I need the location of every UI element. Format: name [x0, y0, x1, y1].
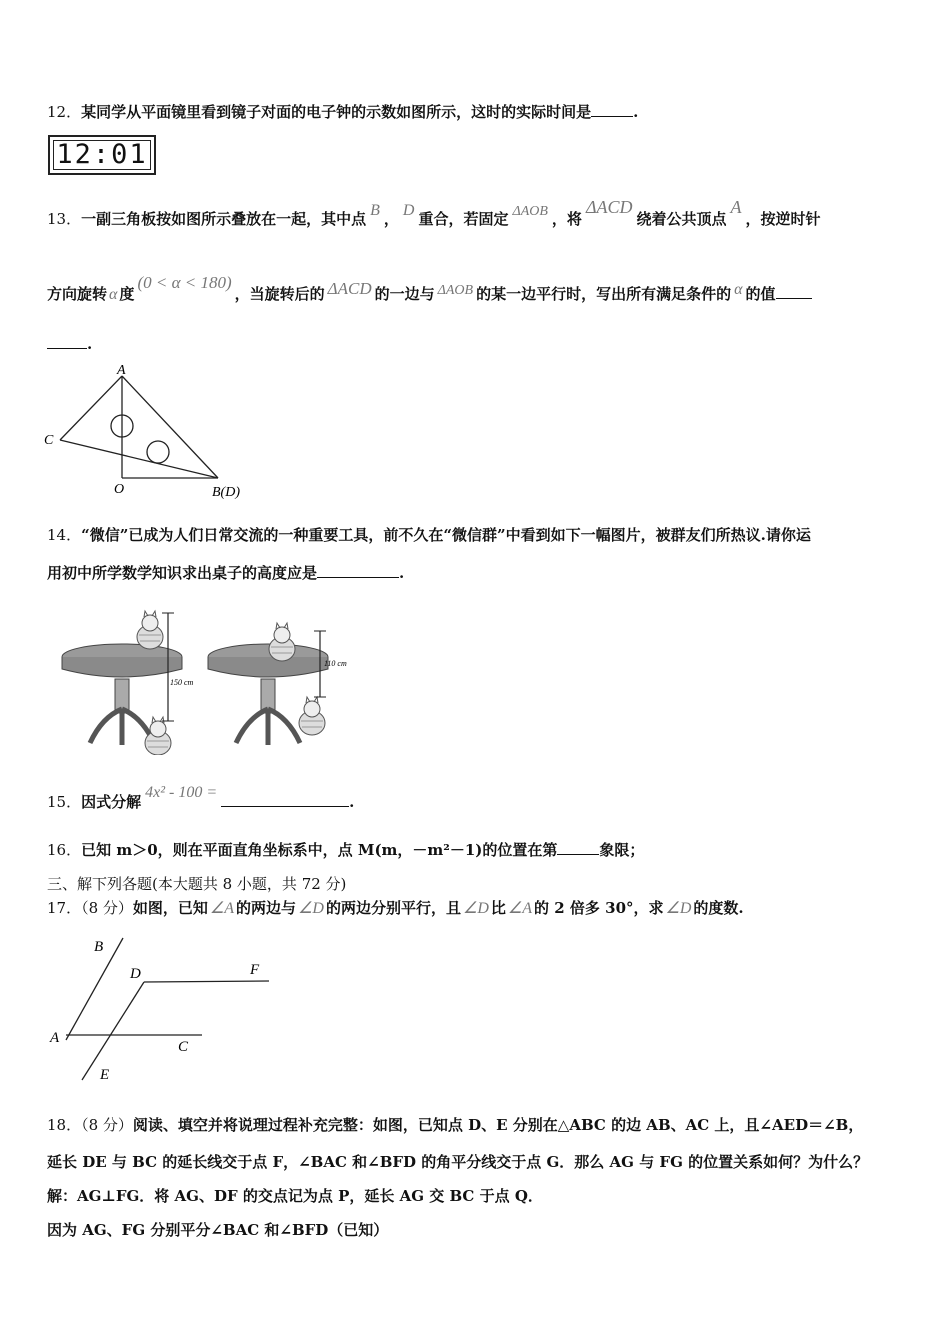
height-label-150: 150 cm — [170, 678, 194, 687]
q13-triangle-acd: ΔACD — [585, 197, 633, 217]
q15-number: 15． — [47, 793, 82, 811]
q14-end: . — [399, 564, 405, 582]
q18-line4: 因为 AG、FG 分别平分∠BAC 和∠BFD（已知） — [47, 1221, 389, 1239]
q13-triangle-aob-2: ΔAOB — [437, 283, 474, 298]
segment-ab — [122, 376, 218, 478]
q17-text-2: 的两边与 — [236, 899, 297, 917]
q15-expression: 4x² - 100 = — [145, 784, 218, 801]
line-de — [82, 982, 144, 1080]
q13-text-4: 绕着公共顶点 — [636, 210, 727, 228]
cat-top-left — [137, 611, 163, 649]
q13-text-9: 的一边与 — [374, 285, 435, 303]
cat-top-right — [269, 623, 295, 661]
q18-text-1: 阅读、填空并将说理过程补充完整：如图，已知点 D、E 分别在△ABC 的边 AB、AC 上，且∠AED＝∠B， — [132, 1116, 864, 1134]
label-c: C — [44, 433, 54, 448]
q16-line — [47, 840, 644, 860]
line-df — [144, 981, 269, 982]
q13-text-6: 方向旋转 — [47, 285, 108, 303]
q13-answer-blank-cont[interactable] — [47, 334, 87, 349]
q16-answer-blank[interactable] — [557, 840, 599, 855]
q13-triangle-figure — [40, 360, 260, 502]
label-a: A — [117, 363, 126, 378]
q18-number: 18． — [47, 1116, 82, 1134]
q14-table-cat-figure — [58, 605, 368, 755]
q13-answer-blank[interactable] — [776, 284, 812, 299]
q13-triangle-aob: ΔAOB — [512, 204, 548, 219]
q16-number: 16． — [47, 841, 82, 859]
q17-text-6: 的度数. — [693, 899, 744, 917]
q13-text-10: 的某一边平行时，写出所有满足条件的 — [476, 285, 732, 303]
q13-text-5: ，按逆时针 — [745, 210, 821, 228]
q13-text-1: 一副三角板按如图所示叠放在一起，其中点 — [81, 210, 367, 228]
q17-text-1: 如图，已知 — [132, 899, 208, 917]
cat-bottom-right — [299, 697, 325, 735]
q14-text-2: 用初中所学数学知识求出桌子的高度应是 — [47, 564, 318, 582]
q13-line1 — [47, 197, 821, 231]
q13-alpha-2: α — [734, 281, 743, 298]
label-e: E — [100, 1067, 110, 1083]
label-bd: B(D) — [212, 485, 240, 500]
q16-text-2: 象限； — [599, 841, 645, 859]
label-f: F — [250, 962, 260, 978]
q14-answer-blank[interactable] — [317, 563, 399, 578]
q13-text-2: 重合，若固定 — [418, 210, 509, 228]
q17-angle-d-2: ∠D — [462, 900, 489, 917]
q13-point-d: D — [402, 202, 415, 219]
label-b: B — [94, 939, 104, 955]
height-label-110: 110 cm — [324, 659, 347, 668]
q13-line3 — [47, 334, 92, 354]
clock-digits: 12:01 — [56, 139, 148, 170]
cat-bottom-left — [145, 717, 171, 755]
q17-number: 17． — [47, 899, 82, 917]
q13-range: (0 < α < 180) — [137, 273, 232, 292]
label-c: C — [178, 1039, 189, 1055]
q13-point-b: B — [370, 202, 380, 219]
q16-text-1: 已知 m＞0，则在平面直角坐标系中，点 M(m，－m²－1)的位置在第 — [81, 841, 558, 859]
q13-end: . — [87, 335, 93, 353]
mirror-clock-figure — [48, 135, 156, 175]
q15-text: 因式分解 — [81, 793, 142, 811]
q13-alpha: α — [109, 286, 118, 303]
q18-line3: 解：AG⊥FG．将 AG、DF 的交点记为点 P，延长 AG 交 BC 于点 Q． — [47, 1187, 543, 1205]
q13-point-a: A — [730, 197, 742, 217]
q17-text-5: 的 2 倍多 30°，求 — [534, 899, 664, 917]
q13-text-8: ，当旋转后的 — [234, 285, 325, 303]
q13-text-11: 的值 — [745, 285, 776, 303]
q17-angle-a: ∠A — [209, 900, 235, 917]
q14-line1 — [47, 525, 811, 545]
label-d: D — [130, 966, 141, 982]
q18-line2: 延长 DE 与 BC 的延长线交于点 F，∠BAC 和∠BFD 的角平分线交于点 G．那么 AG 与 FG 的位置关系如何？为什么？ — [47, 1153, 869, 1171]
q12-text: 某同学从平面镜里看到镜子对面的电子钟的示数如图所示，这时的实际时间是 — [81, 103, 592, 121]
q14-text-1: “微信”已成为人们日常交流的一种重要工具，前不久在“微信群”中看到如下一幅图片，被群友们所热议.请你运 — [81, 526, 811, 544]
q17-score: （8 分） — [81, 899, 133, 917]
q13-triangle-acd-2: ΔACD — [327, 279, 372, 298]
label-o: O — [114, 482, 125, 497]
section-3-heading: 三、解下列各题(本大题共 8 小题，共 72 分) — [47, 875, 347, 893]
segment-ac — [60, 376, 122, 440]
q15-answer-blank[interactable] — [221, 792, 349, 807]
q18-line1 — [47, 1115, 863, 1135]
q13-sep: ， — [383, 210, 399, 228]
q17-angle-a-2: ∠A — [507, 900, 533, 917]
q17-line — [47, 898, 744, 919]
q17-angle-d-3: ∠D — [665, 900, 692, 917]
segment-cd — [60, 440, 218, 478]
q17-angle-d: ∠D — [298, 900, 324, 917]
q17-text-4: 比 — [490, 899, 506, 917]
q18-score: （8 分） — [81, 1116, 133, 1134]
q12-line — [47, 102, 638, 122]
q17-text-3: 的两边分别平行，且 — [325, 899, 461, 917]
q15-line — [47, 784, 355, 813]
label-a: A — [50, 1030, 60, 1046]
q12-end: . — [633, 103, 639, 121]
hole-circle-2 — [147, 441, 169, 463]
q15-end: . — [349, 793, 355, 811]
q12-number: 12． — [47, 103, 82, 121]
q14-line2 — [47, 563, 404, 583]
q13-number: 13． — [47, 210, 82, 228]
q14-number: 14． — [47, 526, 82, 544]
q13-line2 — [47, 273, 812, 306]
q13-text-7: 度 — [119, 285, 135, 303]
q13-text-3: ，将 — [551, 210, 582, 228]
q17-parallel-figure — [44, 930, 284, 1088]
q12-answer-blank[interactable] — [591, 102, 633, 117]
